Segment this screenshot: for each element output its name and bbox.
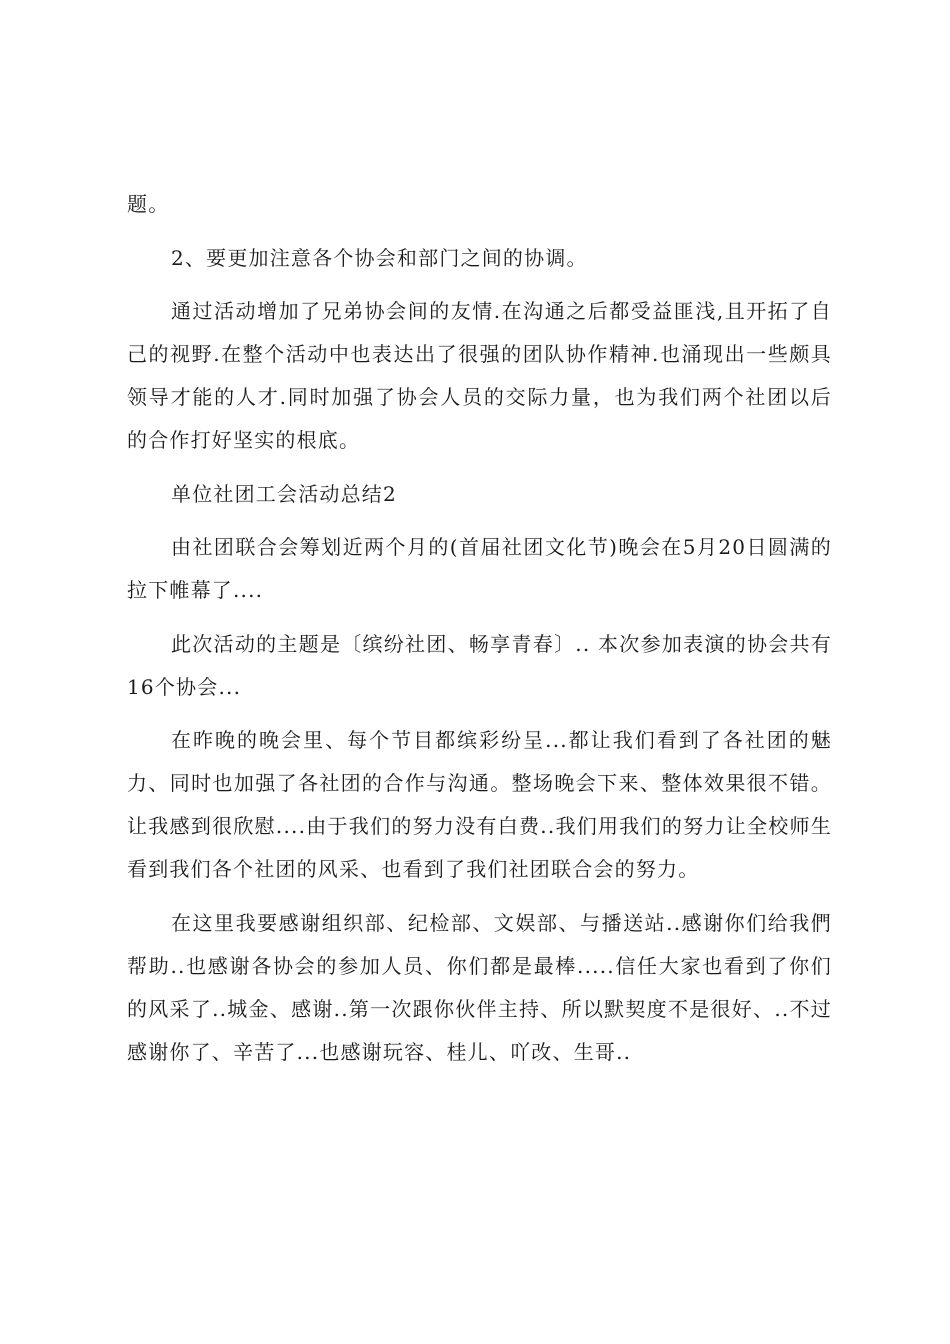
section-heading: 单位社团工会活动总结2 [171, 481, 397, 506]
paragraph-event-intro: 由社团联合会筹划近两个月的(首届社团文化节)晚会在5月20日圆满的拉下帷幕了.... [127, 535, 832, 602]
paragraph-theme: 此次活动的主题是〔缤纷社团、畅享青春〕.. 本次参加表演的协会共有16个协会... [127, 631, 832, 699]
document-body [127, 183, 832, 1074]
paragraph-review: 在昨晚的晚会里、每个节目都缤彩纷呈...都让我们看到了各社团的魅力、同时也加强了各社团的合作与沟通。整场晚会下来、整体效果很不错。让我感到很欣慰....由于我们的努力没有白费..我们用我们的努力让全校师生看到我们各个社团的风采、也看到了我们社团联合会的努力。 [127, 728, 832, 881]
paragraph-point-2: 2、要更加注意各个协会和部门之间的协调。 [171, 245, 588, 270]
paragraph-friendship: 通过活动增加了兄弟协会间的友情.在沟通之后都受益匪浅,且开拓了自己的视野.在整个活动中也表达出了很强的团队协作精神.也涌现出一些颇具领导才能的人才.同时加强了协会人员的交际力量，也为我们两个社团以后的合作打好坚实的根底。 [127, 299, 832, 452]
paragraph-continuation: 题。 [127, 192, 170, 216]
paragraph-thanks: 在这里我要感谢组织部、纪检部、文娱部、与播送站..感谢你们给我們帮助..也感谢各协会的参加人员、你们都是最棒.....信任大家也看到了你们的风采了..城金、感谢..第一次跟你伙伴主持、所以默契度不是很好、..不过感谢你了、辛苦了...也感谢玩容、桂儿、吖改、生哥.. [127, 910, 832, 1064]
